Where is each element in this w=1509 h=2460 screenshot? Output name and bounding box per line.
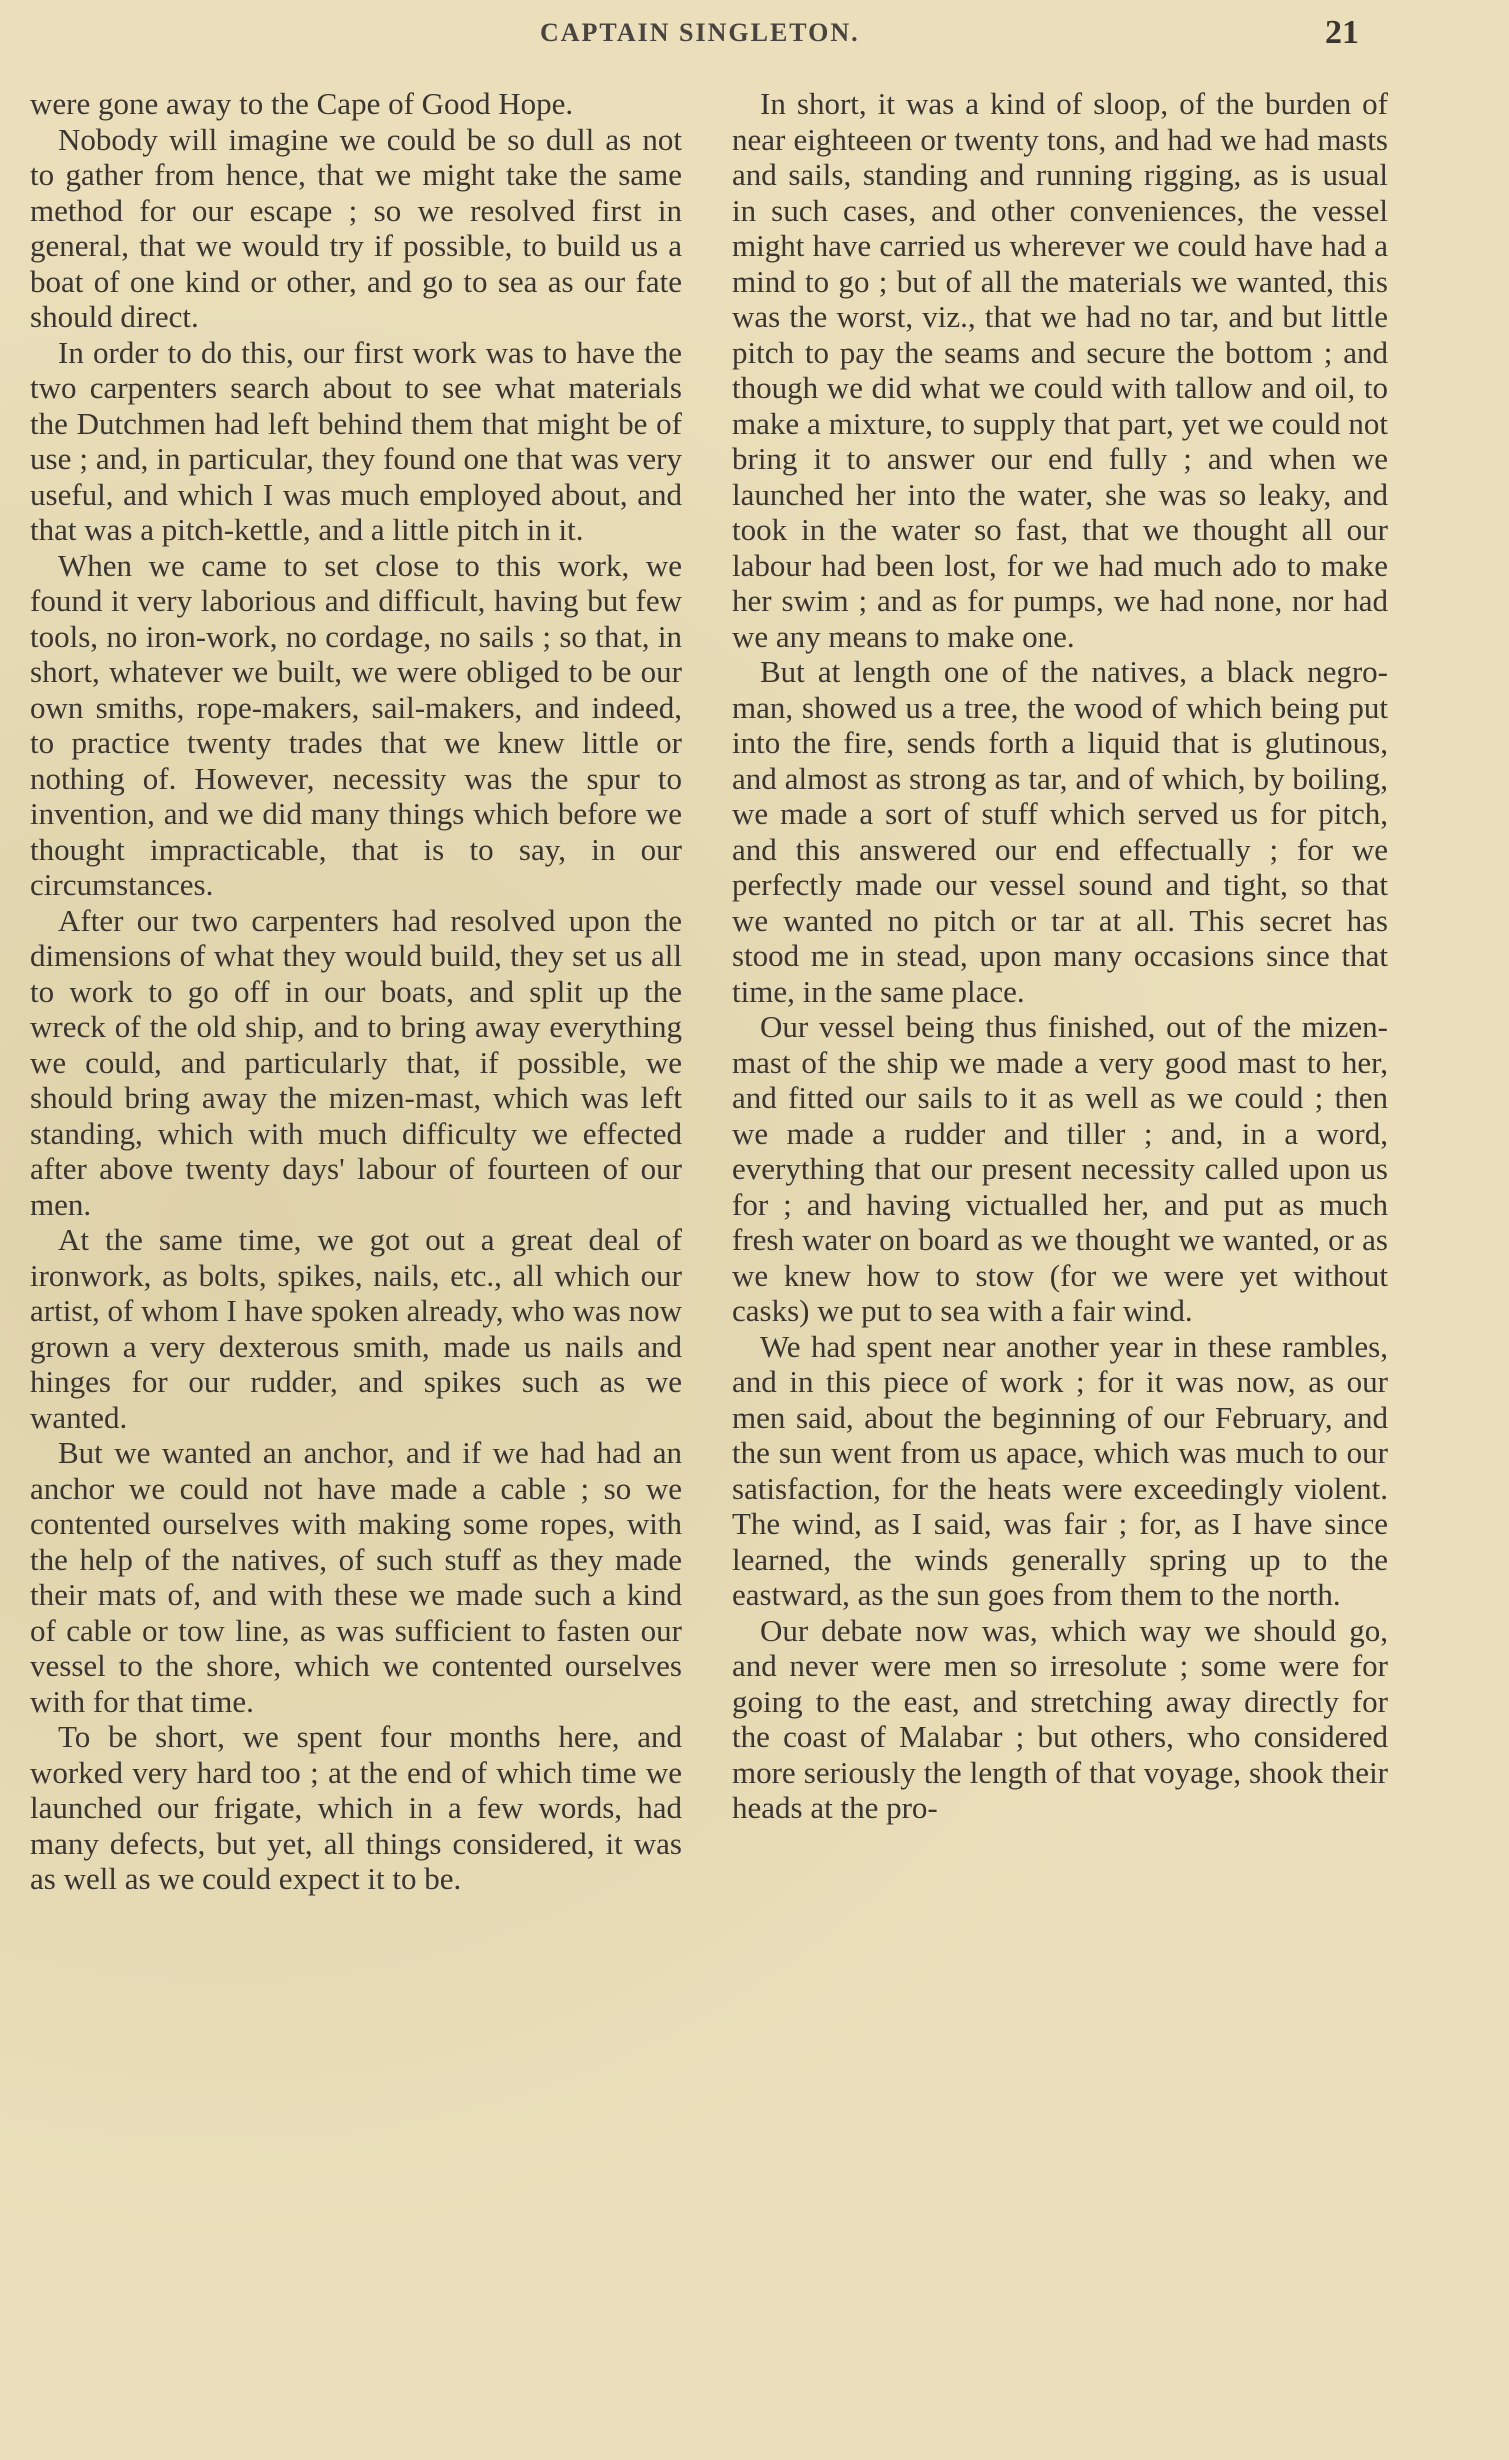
left-column [30,86,682,1897]
paragraph: At the same time, we got out a great deal of ironwork, as bolts, spikes, nails, etc., all which our artist, of whom I have spoken already, who was now grown a very dexterous smith, made us nails and hinges for our rudder, and spikes such as we wanted. [30,1222,682,1435]
paragraph: Our debate now was, which way we should go, and never were men so irresolute ; some were for going to the east, and stretching away directly for the coast of Malabar ; but others, who considered more seriously the length of that voyage, shook their heads at the pro- [732,1612,1388,1825]
paragraph: Our vessel being thus finished, out of the mizen-mast of the ship we made a very good mast to her, and fitted our sails to it as well as we could ; then we made a rudder and tiller ; and, in a word, everything that our present necessity called upon us for ; and having victualled her, and put as much fresh water on board as we thought we wanted, or as we knew how to stow (for we were yet without casks) we put to sea with a fair wind. [732,1009,1388,1328]
page-header [540,14,1359,54]
paragraph: In order to do this, our first work was to have the two carpenters search about to see what materials the Dutchmen had left behind them that might be of use ; and, in particular, they found one that was very useful, and which I was much employed about, and that was a pitch-kettle, and a little pitch in it. [30,334,682,547]
paragraph: But at length one of the natives, a black negro-man, showed us a tree, the wood of which being put into the fire, sends forth a liquid that is glutinous, and almost as strong as tar, and of which, by boiling, we made a sort of stuff which served us for pitch, and this answered our end effectually ; for we perfectly made our vessel sound and tight, so that we wanted no pitch or tar at all. This secret has stood me in stead, upon many occasions since that time, in the same place. [732,654,1388,1009]
paragraph: Nobody will imagine we could be so dull as not to gather from hence, that we might take the same method for our escape ; so we resolved first in general, that we would try if possible, to build us a boat of one kind or other, and go to sea as our fate should direct. [30,121,682,334]
paragraph: In short, it was a kind of sloop, of the burden of near eighteeen or twenty tons, and had we had masts and sails, standing and running rigging, as is usual in such cases, and other conveniences, the vessel might have carried us wherever we could have had a mind to go ; but of all the materials we wanted, this was the worst, viz., that we had no tar, and but little pitch to pay the seams and secure the bottom ; and though we did what we could with tallow and oil, to make a mixture, to supply that part, yet we could not bring it to answer our end fully ; and when we launched her into the water, she was so leaky, and took in the water so fast, that we thought all our labour had been lost, for we had much ado to make her swim ; and as for pumps, we had none, nor had we any means to make one. [732,86,1388,654]
running-title: CAPTAIN SINGLETON. [540,18,860,47]
paragraph: When we came to set close to this work, we found it very laborious and difficult, having but few tools, no iron-work, no cordage, no sails ; so that, in short, whatever we built, we were obliged to be our own smiths, rope-makers, sail-makers, and indeed, to practice twenty trades that we knew little or nothing of. However, necessity was the spur to invention, and we did many things which before we thought impracticable, that is to say, in our circumstances. [30,547,682,902]
page-number: 21 [1325,14,1359,51]
paragraph: After our two carpenters had resolved upon the dimensions of what they would build, they set us all to work to go off in our boats, and split up the wreck of the old ship, and to bring away everything we could, and particularly that, if possible, we should bring away the mizen-mast, which was left standing, which with much difficulty we effected after above twenty days' labour of fourteen of our men. [30,902,682,1222]
paragraph: were gone away to the Cape of Good Hope. [30,86,574,121]
paragraph: We had spent near another year in these rambles, and in this piece of work ; for it was now, as our men said, about the beginning of our February, and the sun went from us apace, which was much to our satisfaction, for the heats were exceedingly violent. The wind, as I said, was fair ; for, as I have since learned, the winds generally spring up to the eastward, as the sun goes from them to the north. [732,1328,1388,1612]
right-column [732,86,1388,1826]
paragraph: To be short, we spent four months here, and worked very hard too ; at the end of which time we launched our frigate, which in a few words, had many defects, but yet, all things considered, it was as well as we could expect it to be. [30,1719,682,1896]
paragraph: But we wanted an anchor, and if we had had an anchor we could not have made a cable ; so we contented ourselves with making some ropes, with the help of the natives, of such stuff as they made their mats of, and with these we made such a kind of cable or tow line, as was sufficient to fasten our vessel to the shore, which we contented ourselves with for that time. [30,1435,682,1719]
